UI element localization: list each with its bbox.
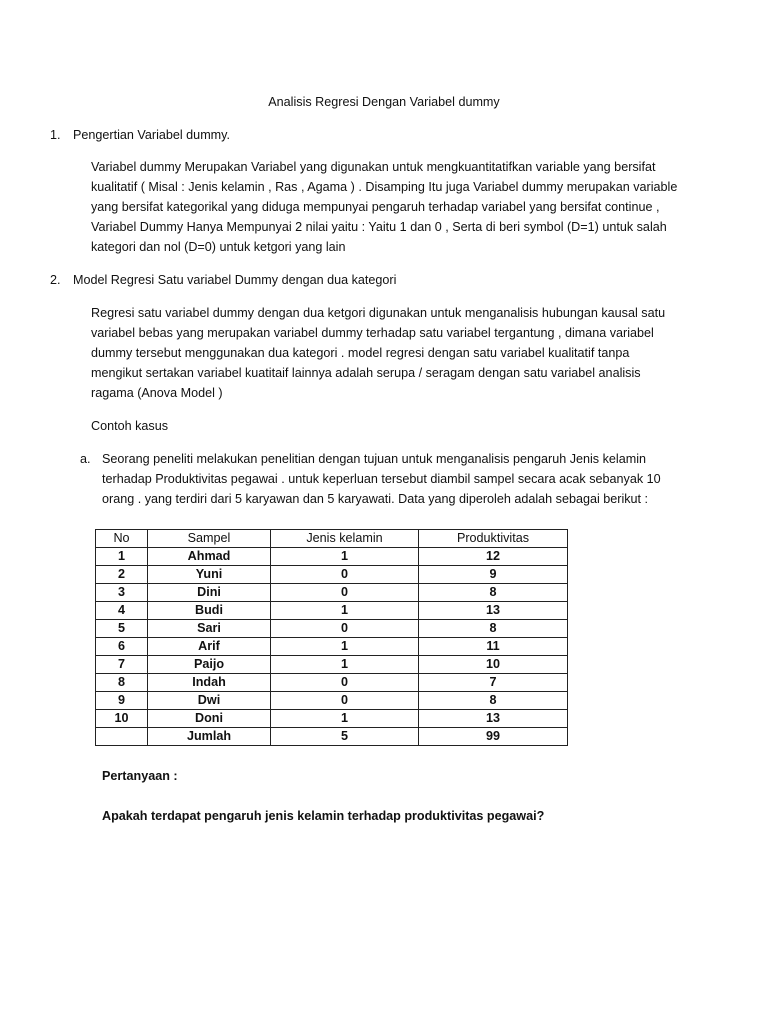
- section-2-number: 2.: [50, 273, 61, 287]
- cell-no: 1: [96, 548, 148, 566]
- table-row: [96, 692, 568, 710]
- cell-sampel: Jumlah: [148, 728, 271, 746]
- paragraph-line: Seorang peneliti melakukan penelitian dengan tujuan untuk menganalisis pengaruh Jenis kelamin: [102, 452, 646, 466]
- paragraph-line: yang bersifat kategorikal yang diduga mempunyai pengaruh terhadap variabel yang bersifat continue ,: [91, 200, 660, 214]
- cell-no: [96, 728, 148, 746]
- cell-no: 7: [96, 656, 148, 674]
- cell-sampel: Dwi: [148, 692, 271, 710]
- cell-jenis-kelamin: 1: [271, 548, 419, 566]
- cell-jenis-kelamin: 0: [271, 584, 419, 602]
- cell-jenis-kelamin: 0: [271, 692, 419, 710]
- table-row: [96, 638, 568, 656]
- paragraph-line: orang . yang terdiri dari 5 karyawan dan 5 karyawati. Data yang diperoleh adalah sebagai berikut :: [102, 492, 649, 506]
- paragraph-line: ragama (Anova Model ): [91, 386, 223, 400]
- table-total-row: [96, 728, 568, 746]
- cell-produktivitas: 99: [419, 728, 568, 746]
- cell-sampel: Paijo: [148, 656, 271, 674]
- cell-sampel: Ahmad: [148, 548, 271, 566]
- paragraph-line: kualitatif ( Misal : Jenis kelamin , Ras , Agama ) . Disamping Itu juga Variabel dummy merupakan variable: [91, 180, 678, 194]
- table-row: [96, 548, 568, 566]
- cell-produktivitas: 8: [419, 692, 568, 710]
- cell-sampel: Indah: [148, 674, 271, 692]
- cell-produktivitas: 8: [419, 620, 568, 638]
- cell-sampel: Yuni: [148, 566, 271, 584]
- cell-no: 5: [96, 620, 148, 638]
- cell-sampel: Doni: [148, 710, 271, 728]
- paragraph-line: Variabel Dummy Hanya Mempunyai 2 nilai yaitu : Yaitu 1 dan 0 , Serta di beri symbol (D=1) untuk salah: [91, 220, 667, 234]
- cell-no: 10: [96, 710, 148, 728]
- paragraph-line: terhadap Produktivitas pegawai . untuk keperluan tersebut diambil sampel secara acak sebanyak 10: [102, 472, 661, 486]
- cell-produktivitas: 8: [419, 584, 568, 602]
- section-1-number: 1.: [50, 128, 61, 142]
- cell-produktivitas: 10: [419, 656, 568, 674]
- paragraph-line: dummy tersebut menggunakan dua kategori . model regresi dengan satu variabel kualitatif tanpa: [91, 346, 630, 360]
- cell-jenis-kelamin: 1: [271, 638, 419, 656]
- header-no: No: [96, 530, 148, 548]
- paragraph-line: Regresi satu variabel dummy dengan dua ketgori digunakan untuk menganalisis hubungan kausal satu: [91, 306, 666, 320]
- cell-no: 3: [96, 584, 148, 602]
- cell-no: 8: [96, 674, 148, 692]
- header-jenis-kelamin: Jenis kelamin: [271, 530, 419, 548]
- paragraph-line: mengikut sertakan variabel kuatitaif lainnya adalah serupa / seragam dengan satu variabel analisis: [91, 366, 641, 380]
- table-row: [96, 602, 568, 620]
- cell-produktivitas: 11: [419, 638, 568, 656]
- paragraph-line: variabel bebas yang merupakan variabel dummy terhadap satu variabel tergantung , dimana variabel: [91, 326, 654, 340]
- pertanyaan-text: Apakah terdapat pengaruh jenis kelamin terhadap produktivitas pegawai?: [102, 809, 545, 823]
- item-a-label: a.: [80, 452, 91, 466]
- cell-no: 6: [96, 638, 148, 656]
- paragraph-line: kategori dan nol (D=0) untuk ketgori yang lain: [91, 240, 346, 254]
- cell-jenis-kelamin: 0: [271, 620, 419, 638]
- cell-jenis-kelamin: 1: [271, 602, 419, 620]
- document-title: Analisis Regresi Dengan Variabel dummy: [268, 95, 500, 109]
- contoh-kasus-label: Contoh kasus: [91, 419, 169, 433]
- item-a-paragraph: [102, 449, 682, 509]
- cell-produktivitas: 13: [419, 710, 568, 728]
- table-row: [96, 710, 568, 728]
- cell-produktivitas: 7: [419, 674, 568, 692]
- header-produktivitas: Produktivitas: [419, 530, 568, 548]
- paragraph-line: Variabel dummy Merupakan Variabel yang digunakan untuk mengkuantitatifkan variable yang bersifat: [91, 160, 656, 174]
- section-1-paragraph: [91, 157, 681, 257]
- cell-jenis-kelamin: 5: [271, 728, 419, 746]
- cell-jenis-kelamin: 0: [271, 566, 419, 584]
- cell-no: 4: [96, 602, 148, 620]
- cell-sampel: Sari: [148, 620, 271, 638]
- cell-jenis-kelamin: 1: [271, 710, 419, 728]
- cell-sampel: Arif: [148, 638, 271, 656]
- table-row: [96, 656, 568, 674]
- section-2-paragraph: [91, 303, 681, 403]
- cell-jenis-kelamin: 0: [271, 674, 419, 692]
- pertanyaan-label: Pertanyaan :: [102, 769, 178, 783]
- section-2-heading: Model Regresi Satu variabel Dummy dengan dua kategori: [73, 273, 397, 287]
- cell-produktivitas: 13: [419, 602, 568, 620]
- header-sampel: Sampel: [148, 530, 271, 548]
- data-table: [95, 529, 568, 746]
- table-row: [96, 566, 568, 584]
- cell-produktivitas: 9: [419, 566, 568, 584]
- cell-produktivitas: 12: [419, 548, 568, 566]
- section-1-heading: Pengertian Variabel dummy.: [73, 128, 231, 142]
- cell-no: 9: [96, 692, 148, 710]
- table-row: [96, 620, 568, 638]
- cell-jenis-kelamin: 1: [271, 656, 419, 674]
- cell-sampel: Dini: [148, 584, 271, 602]
- table-header-row: [96, 530, 568, 548]
- table-row: [96, 584, 568, 602]
- table-row: [96, 674, 568, 692]
- cell-sampel: Budi: [148, 602, 271, 620]
- cell-no: 2: [96, 566, 148, 584]
